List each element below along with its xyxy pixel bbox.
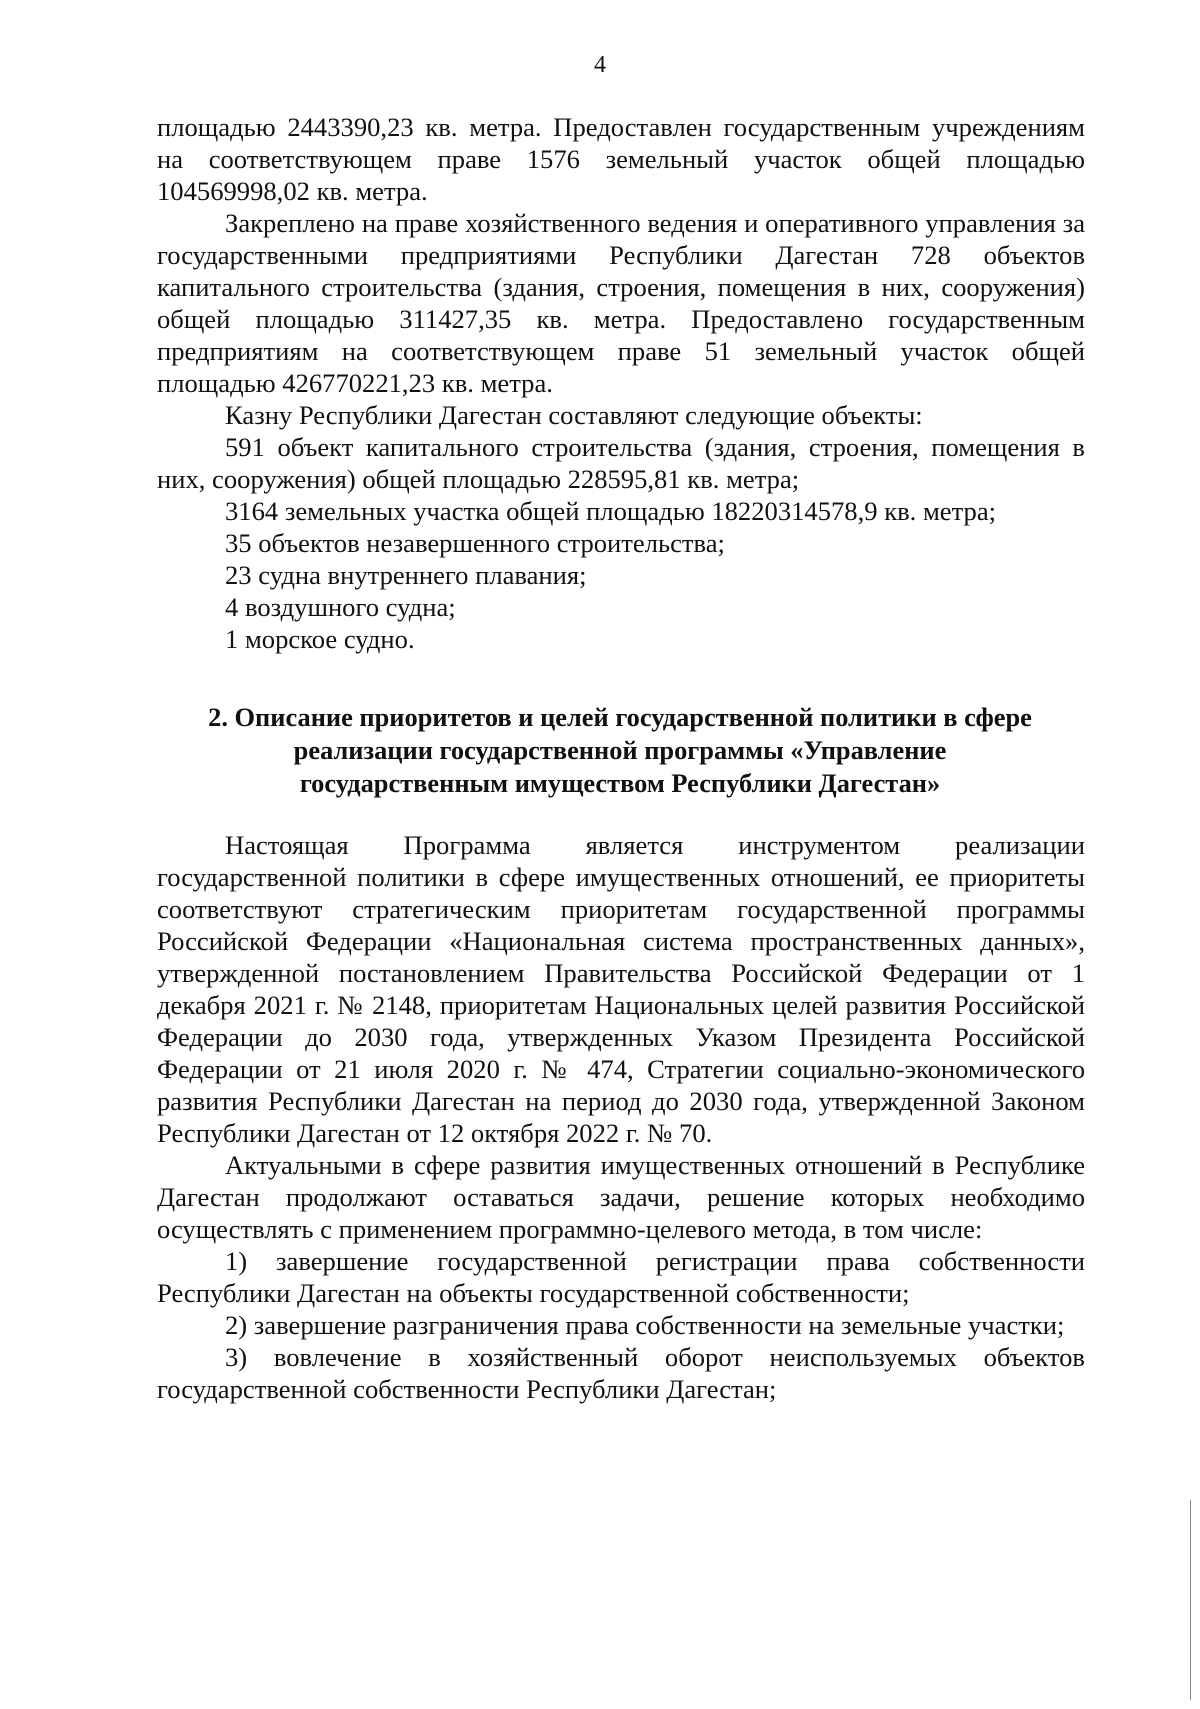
list-item: 23 судна внутреннего плавания; (225, 560, 587, 590)
section-heading (150, 701, 1090, 800)
list-item: 35 объектов незавершенного строительства; (225, 528, 725, 558)
scan-edge-line (1190, 1500, 1191, 1700)
paragraph: Закреплено на праве хозяйственного ведения и оперативного управления за государственными предприятиями Республики Дагестан 728 объектов капитального строительства (здания, строения, помещения в них, сооружения) общей площадью 311427,35 кв. метра. Предоставлено государственным предприятиям на соответствующем праве 51 земельный участок общей площадью 426770221,23 кв. метра. (157, 208, 1085, 398)
section-heading-line: государственным имуществом Республики Дагестан» (299, 768, 941, 798)
paragraph: Казну Республики Дагестан составляют следующие объекты: (225, 400, 923, 430)
list-item: 2) завершение разграничения права собственности на земельные участки; (225, 1310, 1065, 1340)
list-item: 3) вовлечение в хозяйственный оборот неиспользуемых объектов государственной собственности Республики Дагестан; (157, 1342, 1085, 1404)
page-number: 4 (594, 52, 606, 78)
list-item: 591 объект капитального строительства (здания, строения, помещения в них, сооружения) общей площадью 228595,81 кв. метра; (157, 432, 1085, 494)
paragraph: площадью 2443390,23 кв. метра. Предоставлен государственным учреждениям на соответствующем праве 1576 земельный участок общей площадью 104569998,02 кв. метра. (157, 112, 1085, 206)
section-2-body (157, 829, 1085, 1405)
section-1-continued (157, 111, 1085, 655)
list-item: 1) завершение государственной регистрации права собственности Республики Дагестан на объекты государственной собственности; (157, 1246, 1085, 1308)
paragraph: Актуальными в сфере развития имущественных отношений в Республике Дагестан продолжают оставаться задачи, решение которых необходимо осуществлять с применением программно-целевого метода, в том числе: (157, 1150, 1085, 1244)
list-item: 1 морское судно. (225, 624, 415, 654)
section-heading-line: реализации государственной программы «Управление (293, 735, 947, 765)
list-item: 4 воздушного судна; (225, 592, 456, 622)
paragraph: Настоящая Программа является инструментом реализации государственной политики в сфере имущественных отношений, ее приоритеты соответствуют стратегическим приоритетам государственной программы Российской Федерации «Национальная система пространственных данных», утвержденной постановлением Правительства Российской Федерации от 1 декабря 2021 г. № 2148, приоритетам Национальных целей развития Российской Федерации до 2030 года, утвержденных Указом Президента Российской Федерации от 21 июля 2020 г. № 474, Стратегии социально-экономического развития Республики Дагестан на период до 2030 года, утвержденной Законом Республики Дагестан от 12 октября 2022 г. № 70. (157, 830, 1085, 1148)
section-heading-line: 2. Описание приоритетов и целей государственной политики в сфере (208, 702, 1032, 732)
list-item: 3164 земельных участка общей площадью 18220314578,9 кв. метра; (225, 496, 997, 526)
